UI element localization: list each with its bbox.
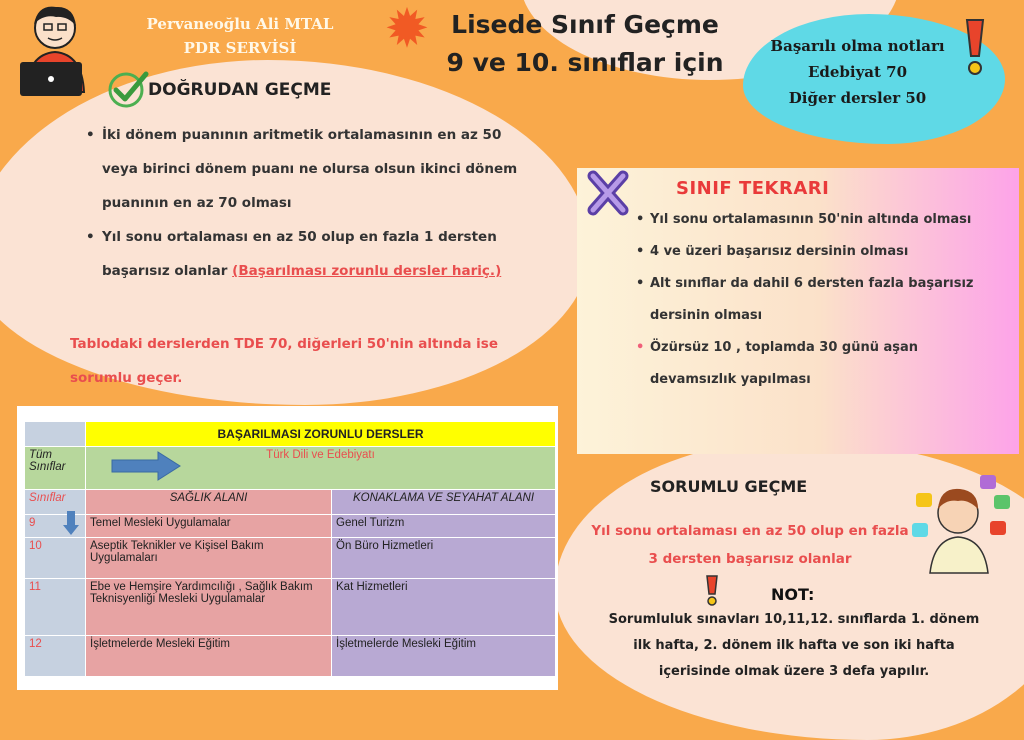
health-cell: Aseptik Teknikler ve Kişisel Bakım Uygulamaları (86, 538, 332, 579)
title-line-2: 9 ve 10. sınıflar için (446, 48, 724, 77)
table-row (25, 422, 556, 447)
grades-line-3: Diğer dersler 50 (788, 89, 927, 107)
grades-text (755, 33, 960, 111)
column-header-travel: KONAKLAMA VE SEYAHAT ALANI (332, 490, 556, 515)
arrow-right-icon (110, 451, 182, 481)
table-row (25, 490, 556, 515)
x-icon (585, 170, 631, 216)
author-line-2: PDR SERVİSİ (183, 39, 297, 57)
note-text: Sorumluluk sınavları 10,11,12. sınıflarda 1. dönem ilk hafta, 2. dönem ilk hafta ve son iki hafta içerisinde olmak üzere 3 defa yapılır. (608, 612, 980, 679)
direct-pass-title: DOĞRUDAN GEÇME (148, 80, 332, 100)
direct-item-2-text: Yıl sonu ortalaması en az 50 olup en fazla 1 dersten başarısız olanlar (102, 229, 497, 279)
all-classes-course: Türk Dili ve Edebiyatı (86, 447, 556, 490)
grade-cell: 9 (25, 515, 86, 538)
person-laptop-icon (10, 2, 95, 97)
table-row (25, 636, 556, 677)
puzzle-person-icon (910, 465, 1015, 575)
list-item (86, 220, 526, 288)
table-row (25, 538, 556, 579)
health-cell: Temel Mesleki Uygulamalar (86, 515, 332, 538)
repeat-title: SINIF TEKRARI (676, 178, 830, 199)
note-label: NOT: (771, 585, 815, 604)
list-item: • Özürsüz 10 , toplamda 30 günü aşan devamsızlık yapılması (636, 332, 1006, 396)
travel-cell: Genel Turizm (332, 515, 556, 538)
table-cell (25, 422, 86, 447)
travel-cell: Kat Hizmetleri (332, 579, 556, 636)
grades-line-1: Başarılı olma notları (770, 37, 945, 55)
table-row (25, 579, 556, 636)
column-header-class: Sınıflar (25, 490, 86, 515)
arrow-down-icon (63, 510, 79, 536)
table-row (25, 447, 556, 490)
list-item: • 4 ve üzeri başarısız dersinin olması (636, 236, 1006, 268)
title-line-1: Lisede Sınıf Geçme (451, 10, 719, 39)
health-cell: İşletmelerde Mesleki Eğitim (86, 636, 332, 677)
exclamation-icon (955, 16, 995, 76)
all-classes-label: Tüm Sınıflar (25, 447, 86, 490)
direct-item-1-text: İki dönem puanının aritmetik ortalamasının en az 50 veya birinci dönem puanı ne olursa olsun ikinci dönem puanının en az 70 olması (102, 127, 518, 211)
repeat-list (636, 204, 1006, 396)
list-item: • Yıl sonu ortalamasının 50'nin altında olması (636, 204, 1006, 236)
author-line-1: Pervaneoğlu Ali MTAL (146, 15, 334, 33)
table-note: Tablodaki derslerden TDE 70, diğerleri 50'nin altında ise sorumlu geçer. (70, 336, 498, 386)
author-block (120, 12, 360, 60)
table-title: BAŞARILMASI ZORUNLU DERSLER (86, 422, 556, 447)
travel-cell: Ön Büro Hizmetleri (332, 538, 556, 579)
list-item (86, 118, 526, 220)
conditional-pass-text: Yıl sonu ortalaması en az 50 olup en fazla 3 dersten başarısız olanlar (591, 523, 909, 567)
health-cell: Ebe ve Hemşire Yardımcılığı , Sağlık Bakım Teknisyenliği Mesleki Uygulamalar (86, 579, 332, 636)
direct-pass-list (86, 118, 526, 288)
exception-note: (Başarılması zorunlu dersler hariç.) (232, 263, 502, 279)
grade-cell: 12 (25, 636, 86, 677)
list-item: • Alt sınıflar da dahil 6 dersten fazla başarısız dersinin olması (636, 268, 1006, 332)
star-burst-icon: ✹ (384, 0, 430, 60)
page-title (400, 6, 770, 82)
column-header-health: SAĞLIK ALANI (86, 490, 332, 515)
grades-line-2: Edebiyat 70 (807, 63, 908, 81)
exclamation-icon (700, 574, 724, 606)
grade-cell: 11 (25, 579, 86, 636)
required-courses-table (24, 421, 556, 677)
table-row (25, 515, 556, 538)
grade-cell: 10 (25, 538, 86, 579)
check-icon (106, 70, 150, 108)
travel-cell: İşletmelerde Mesleki Eğitim (332, 636, 556, 677)
conditional-pass-title: SORUMLU GEÇME (650, 477, 808, 496)
